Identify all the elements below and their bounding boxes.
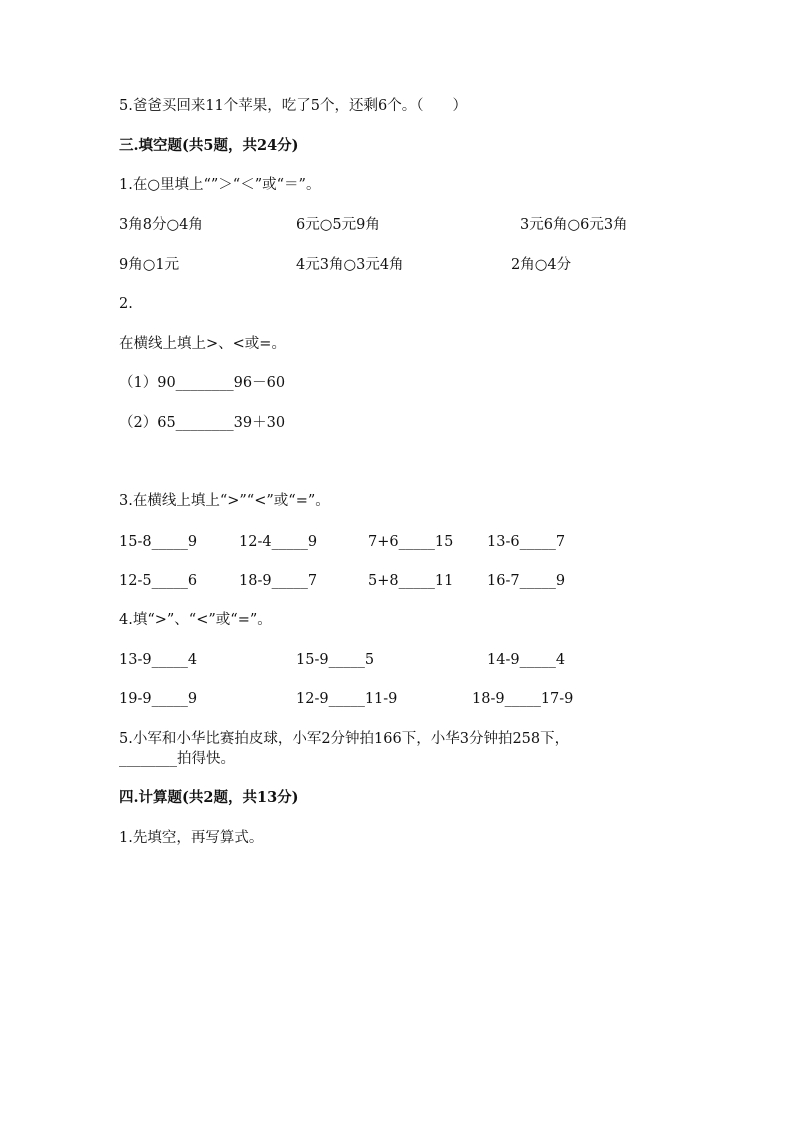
true-false-question-5: 5.爸爸买回来11个苹果，吃了5个，还剩6个。（ ） (119, 98, 467, 114)
fill-4-item: 19-9_____9 (119, 691, 198, 707)
fill-3-item: 7+6_____15 (368, 534, 454, 550)
fill-1-item: 3元6角○6元3角 (520, 217, 628, 233)
fill-3-item: 12-4_____9 (239, 534, 318, 550)
fill-3-item: 12-5_____6 (119, 573, 198, 589)
fill-question-1-prompt: 1.在○里填上“”＞“＜”或“＝”。 (119, 177, 321, 193)
fill-3-item: 16-7_____9 (487, 573, 566, 589)
fill-question-4-prompt: 4.填“>”、“<”或“=”。 (119, 612, 272, 628)
fill-1-item: 6元○5元9角 (296, 217, 380, 233)
fill-3-item: 15-8_____9 (119, 534, 198, 550)
fill-question-2-prompt: 在横线上填上>、<或=。 (119, 336, 286, 352)
fill-4-item: 14-9_____4 (487, 652, 566, 668)
fill-4-item: 12-9_____11-9 (296, 691, 398, 707)
fill-3-item: 18-9_____7 (239, 573, 318, 589)
section-3-title: 三.填空题(共5题，共24分) (119, 137, 299, 154)
fill-3-item: 13-6_____7 (487, 534, 566, 550)
fill-question-5-line-2: ________拍得快。 (119, 751, 235, 767)
fill-4-item: 15-9_____5 (296, 652, 375, 668)
fill-1-item: 2角○4分 (511, 257, 572, 273)
fill-2-item: （2）65________39＋30 (119, 415, 286, 431)
fill-question-3-prompt: 3.在横线上填上“>”“<”或“=”。 (119, 493, 330, 509)
fill-2-item: （1）90________96－60 (119, 375, 286, 391)
fill-1-item: 9角○1元 (119, 257, 180, 273)
fill-1-item: 4元3角○3元4角 (296, 257, 404, 273)
calc-question-1-prompt: 1.先填空，再写算式。 (119, 830, 264, 846)
fill-question-2-number: 2. (119, 296, 133, 312)
fill-3-item: 5+8_____11 (368, 573, 454, 589)
fill-4-item: 13-9_____4 (119, 652, 198, 668)
fill-1-item: 3角8分○4角 (119, 217, 203, 233)
fill-4-item: 18-9_____17-9 (472, 691, 574, 707)
section-4-title: 四.计算题(共2题，共13分) (119, 789, 299, 806)
fill-question-5-line-1: 5.小军和小华比赛拍皮球，小军2分钟拍166下，小华3分钟拍258下， (119, 731, 570, 747)
